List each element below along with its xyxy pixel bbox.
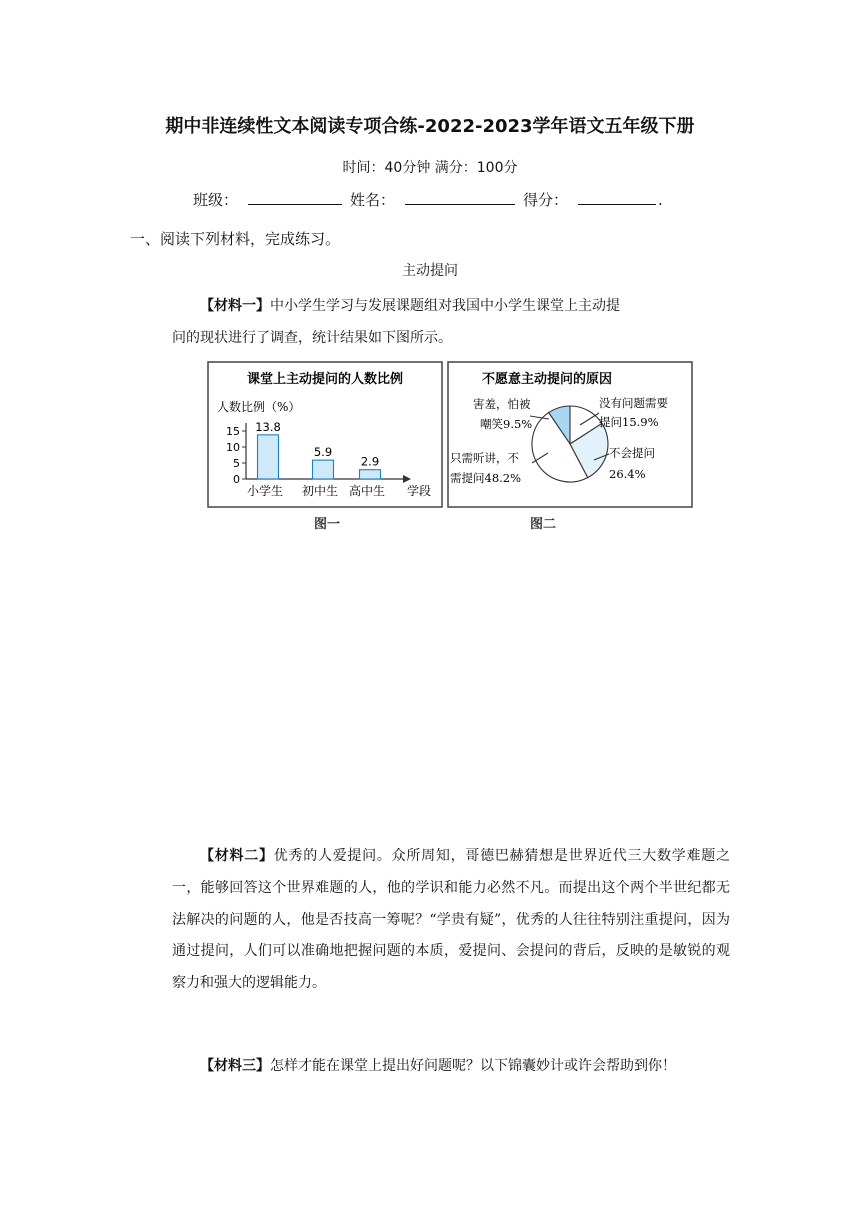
class-blank[interactable] — [248, 188, 342, 205]
figure-1-caption: 图一 — [314, 517, 341, 532]
material-1 — [172, 290, 730, 354]
material-3 — [172, 1050, 730, 1082]
bar — [313, 460, 334, 479]
x-category-label: 高中生 — [348, 484, 386, 498]
pie-chart-title: 不愿意主动提问的原因 — [481, 372, 613, 387]
class-label: 班级： — [193, 191, 239, 209]
material-2-tag: 【材料二】 — [200, 848, 274, 864]
pie-chart — [447, 361, 693, 508]
pie-label-cannotask-line2: 26.4% — [609, 467, 646, 481]
material-1-tail: 问的现状进行了调查，统计结果如下图所示。 — [172, 330, 452, 346]
material-1-text: 中小学生学习与发展课题组对我国中小学生课堂上主动提 — [270, 298, 620, 314]
name-blank[interactable] — [405, 188, 515, 205]
x-category-label: 小学生 — [246, 484, 284, 498]
material-2-text: 优秀的人爱提问。众所周知，哥德巴赫猜想是世界近代三大数学难题之一，能够回答这个世界难题的人，他的学识和能力必然不凡。而提出这个两个半世纪都无法解决的问题的人，他是否技高一筹呢？“学贵有疑”，优秀的人往往特别注重提问，因为通过提问，人们可以准确地把握问题的本质，爱提问、会提问的背后，反映的是敏锐的观察力和强大的逻辑能力。 — [172, 848, 731, 992]
material-2 — [172, 841, 730, 1000]
end-mark: . — [658, 191, 663, 209]
pie-label-listen-line1: 只需听讲，不 — [450, 451, 519, 465]
page-title: 期中非连续性文本阅读专项合练-2022-2023学年语文五年级下册 — [165, 116, 695, 137]
material-3-tag: 【材料三】 — [200, 1058, 270, 1074]
pie-label-noquestion-line2: 提问15.9% — [599, 415, 659, 429]
article-title: 主动提问 — [402, 263, 458, 279]
bar-chart-xlabel: 学段 — [407, 484, 432, 498]
figure-2-caption: 图二 — [530, 517, 557, 532]
student-info-fields — [193, 188, 663, 210]
score-label: 得分： — [523, 191, 569, 209]
material-3-text: 怎样才能在课堂上提出好问题呢？以下锦囊妙计或许会帮助到你！ — [270, 1058, 676, 1074]
bar — [258, 435, 279, 479]
bar-value-label: 2.9 — [360, 454, 380, 469]
bar-value-label: 5.9 — [313, 445, 333, 460]
bar-chart-title: 课堂上主动提问的人数比例 — [246, 372, 404, 387]
y-tick-label: 5 — [233, 457, 240, 470]
pie-label-shy-line1: 害羞，怕被 — [473, 397, 531, 411]
y-tick-label: 15 — [226, 425, 240, 438]
pie-label-shy-line2: 嘲笑9.5% — [480, 417, 533, 431]
pie-label-listen-line2: 需提问48.2% — [450, 471, 522, 485]
name-label: 姓名： — [350, 191, 396, 209]
bar-chart-ylabel: 人数比例（%） — [217, 400, 301, 414]
score-blank[interactable] — [578, 188, 656, 205]
bar-value-label: 13.8 — [255, 419, 281, 434]
material-1-tag: 【材料一】 — [200, 298, 270, 314]
bar-chart — [207, 361, 443, 508]
y-tick-label: 10 — [226, 441, 240, 454]
x-category-label: 初中生 — [301, 484, 339, 498]
section-heading: 一、阅读下列材料，完成练习。 — [130, 230, 341, 248]
y-tick-label: 0 — [233, 473, 240, 486]
pie-label-noquestion-line1: 没有问题需要 — [599, 396, 668, 410]
pie-label-cannotask-line1: 不会提问 — [609, 446, 655, 460]
exam-meta: 时间：40分钟 满分：100分 — [342, 160, 518, 176]
bar — [360, 470, 381, 479]
